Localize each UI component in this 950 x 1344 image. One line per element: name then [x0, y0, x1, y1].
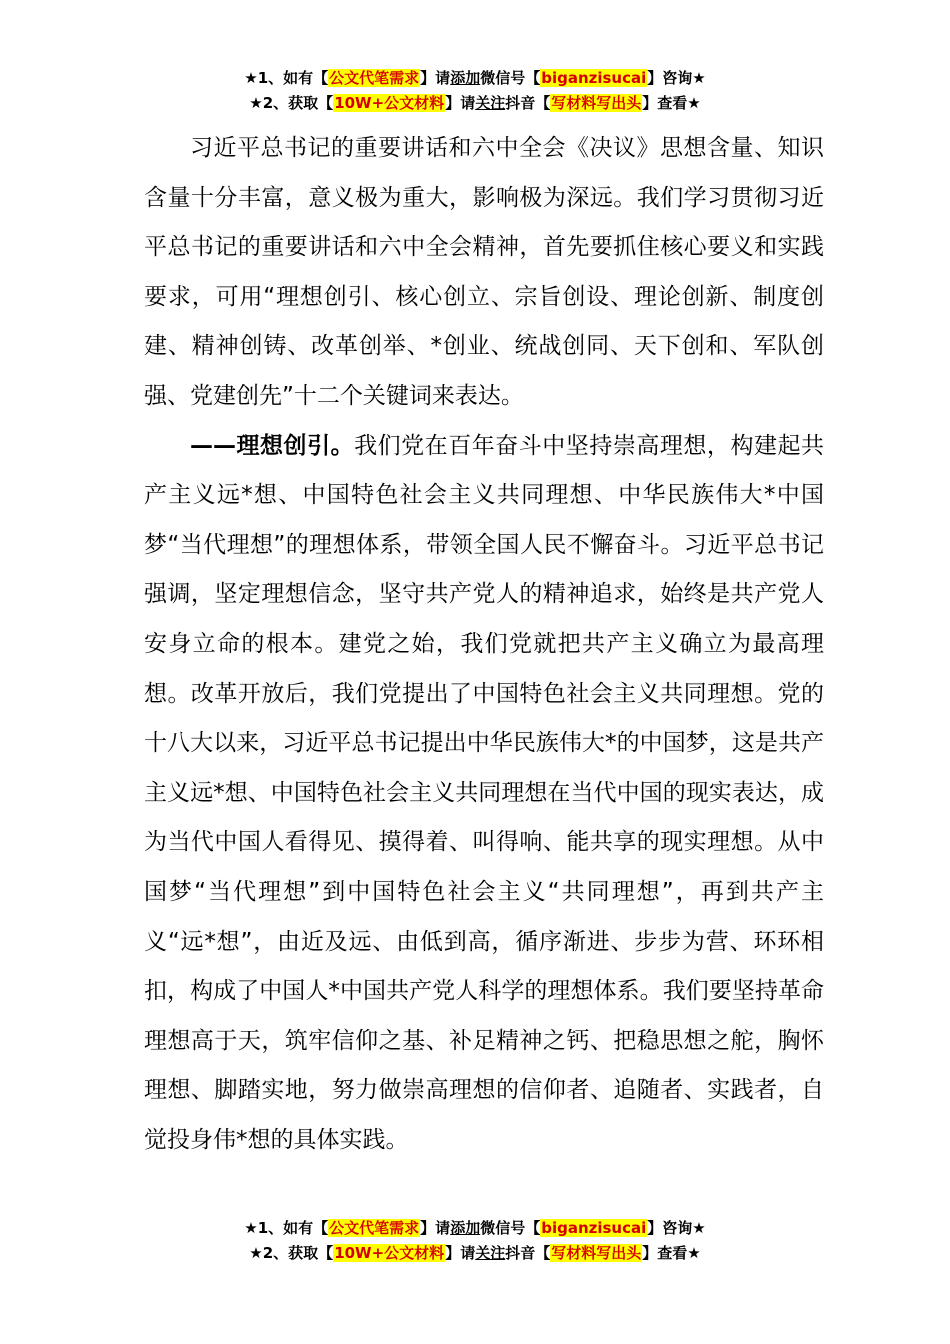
header-banner	[0, 66, 950, 116]
highlight-materials: 10W+公文材料	[334, 1244, 445, 1262]
paragraph-ideal-text: 我们党在百年奋斗中坚持崇高理想，构建起共产主义远*想、中国特色社会主义共同理想、中华民族伟大*中国梦“当代理想”的理想体系，带领全国人民不懈奋斗。习近平总书记强调，坚定理想信念，坚守共产党人的精神追求，始终是共产党人安身立命的根本。建党之始，我们党就把共产主义确立为最高理想。改革开放后，我们党提出了中国特色社会主义共同理想。党的十八大以来，习近平总书记提出中华民族伟大*的中国梦，这是共产主义远*想、中国特色社会主义共同理想在当代中国的现实表达，成为当代中国人看得见、摸得着、叫得响、能共享的现实理想。从中国梦“当代理想”到中国特色社会主义“共同理想”，再到共产主义“远*想”，由近及远、由低到高，循序渐进、步步为营、环环相扣，构成了中国人*中国共产党人科学的理想体系。我们要坚持革命理想高于天，筑牢信仰之基、补足精神之钙、把稳思想之舵，胸怀理想、脚踏实地，努力做崇高理想的信仰者、追随者、实践者，自觉投身伟*想的具体实践。	[144, 432, 825, 1153]
highlight-douyin-account: 写材料写出头	[551, 1244, 642, 1262]
footer-banner	[0, 1216, 950, 1266]
paragraph-intro: 习近平总书记的重要讲话和六中全会《决议》思想含量、知识含量十分丰富，意义极为重大，影响极为深远。我们学习贯彻习近平总书记的重要讲话和六中全会精神，首先要抓住核心要义和实践要求，可用“理想创引、核心创立、宗旨创设、理论创新、制度创建、精神创铸、改革创举、*创业、统战创同、天下创和、军队创强、党建创先”十二个关键词来表达。	[144, 135, 824, 409]
highlight-wechat-id: biganzisucai	[541, 1219, 647, 1237]
section-heading: ——理想创引。	[190, 432, 355, 459]
article-body	[144, 124, 824, 1165]
banner-line-2: ★2、获取【10W+公文材料】请关注抖音【写材料写出头】查看★	[249, 1244, 701, 1262]
highlight-douyin-account: 写材料写出头	[551, 94, 642, 112]
highlight-wechat-id: biganzisucai	[541, 69, 647, 87]
banner-line-2: ★2、获取【10W+公文材料】请关注抖音【写材料写出头】查看★	[249, 94, 701, 112]
highlight-writing-service: 公文代笔需求	[329, 1219, 420, 1237]
banner-line-1: ★1、如有【公文代笔需求】请添加微信号【biganzisucai】咨询★	[244, 1219, 706, 1237]
highlight-materials: 10W+公文材料	[334, 94, 445, 112]
banner-line-1: ★1、如有【公文代笔需求】请添加微信号【biganzisucai】咨询★	[244, 69, 706, 87]
highlight-writing-service: 公文代笔需求	[329, 69, 420, 87]
paragraph-ideal	[144, 422, 824, 1166]
